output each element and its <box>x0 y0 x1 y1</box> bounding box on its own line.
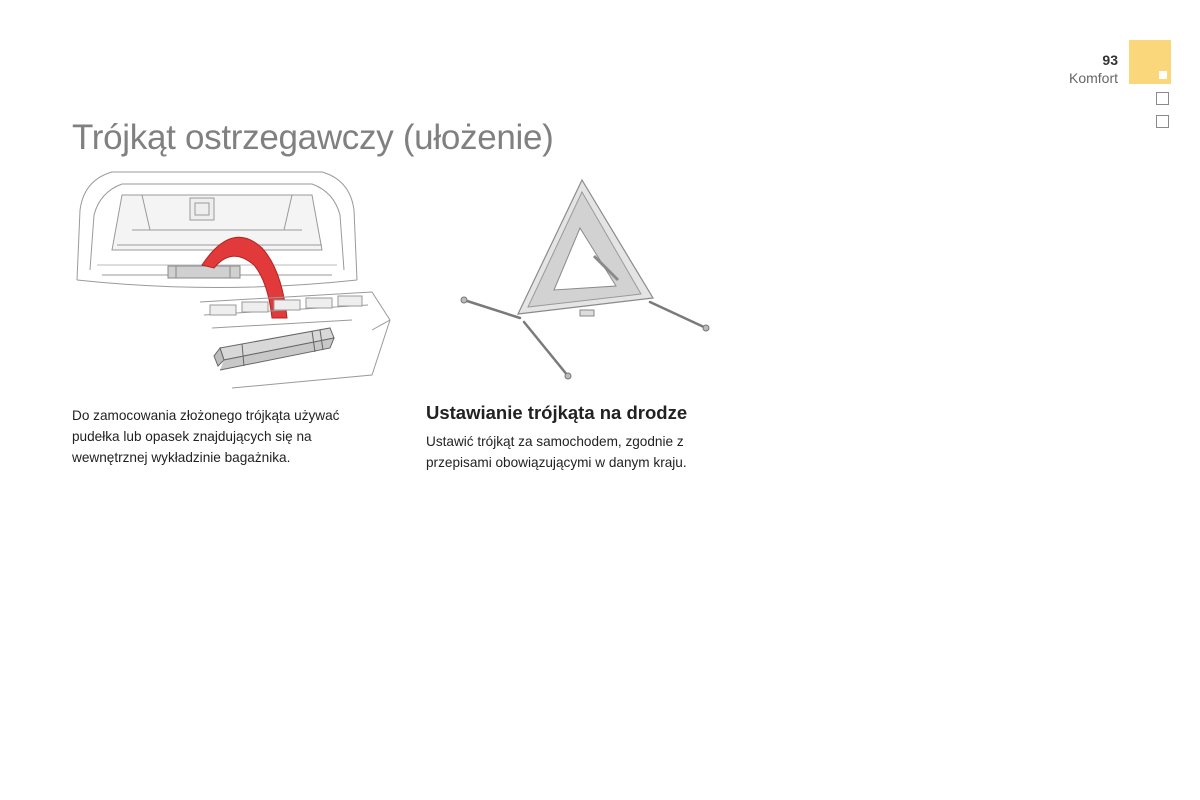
left-text-line-2: pudełka lub opasek znajdujących się na <box>72 429 312 444</box>
chapter-tab-mark <box>1159 71 1167 79</box>
chapter-tab-box-2 <box>1156 115 1169 128</box>
right-text-line-1: Ustawić trójkąt za samochodem, zgodnie z <box>426 434 684 449</box>
section-heading: Ustawianie trójkąta na drodze <box>426 402 688 423</box>
right-column-text <box>426 431 746 473</box>
chapter-tab-box-1 <box>1156 92 1169 105</box>
left-text-line-3: wewnętrznej wykładzinie bagażnika. <box>72 450 291 465</box>
left-column-text <box>72 405 392 468</box>
page-title: Trójkąt ostrzegawczy (ułożenie) <box>72 118 554 157</box>
right-text-line-2: przepisami obowiązującymi w danym kraju. <box>426 455 687 470</box>
chapter-tab <box>1129 40 1171 84</box>
trunk-storage-illustration <box>72 170 394 390</box>
left-text-line-1: Do zamocowania złożonego trójkąta używać <box>72 408 340 423</box>
section-name: Komfort <box>1068 70 1118 86</box>
page-number: 93 <box>1102 52 1118 68</box>
warning-triangle-illustration <box>458 176 718 382</box>
